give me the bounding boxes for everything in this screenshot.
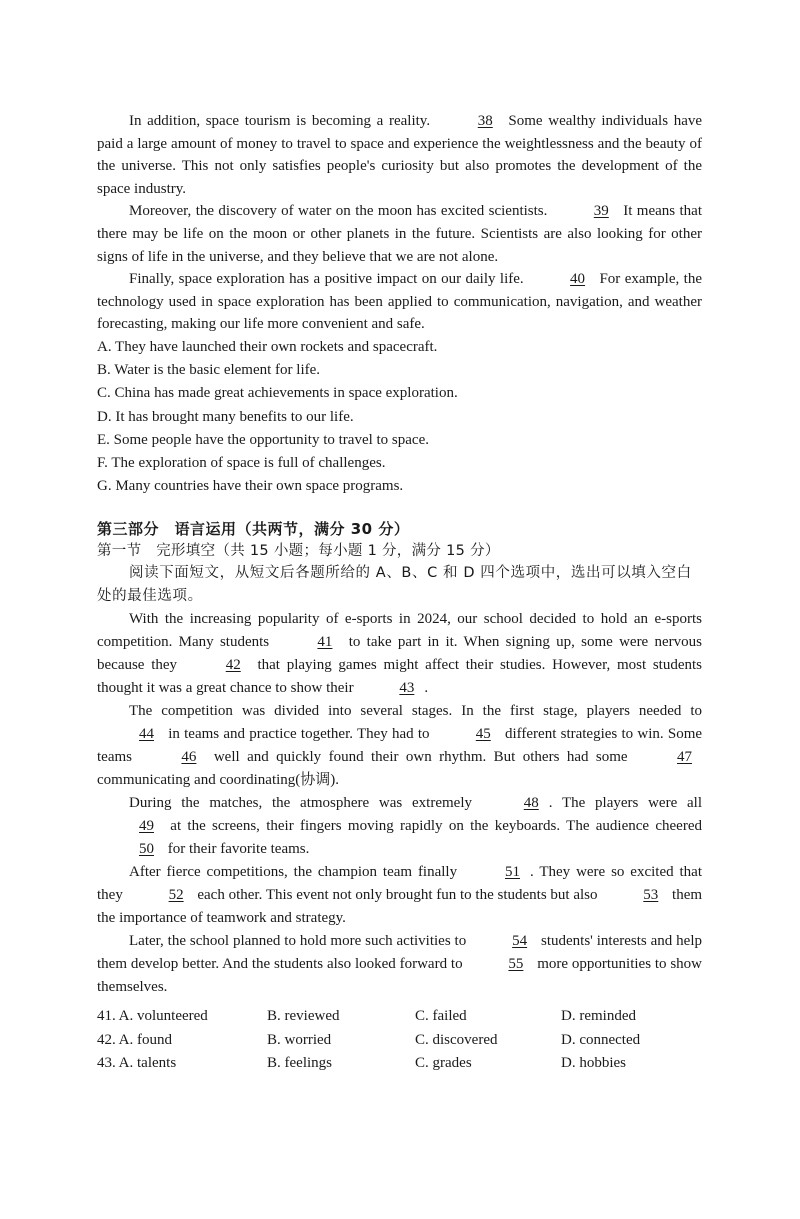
cloze-paragraph-5: Later, the school planned to hold more such activities to 54 students' interests and help them develop better. And the students also looked forward to 55 more opportunities to show themselves. — [97, 930, 702, 999]
blank-50: 50 — [139, 841, 154, 858]
choice-42-d: D. connected — [561, 1031, 641, 1048]
cloze-paragraph-4: After fierce competitions, the champion team finally 51 . They were so excited that they 52 each other. This event not only brought fun to the students but also 53 them the importance of teamwork and strategy. — [97, 861, 702, 930]
blank-47: 47 — [677, 749, 692, 766]
blank-42: 42 — [225, 657, 241, 674]
section-title: 第三部分 语言运用（共两节，满分 30 分） — [97, 520, 410, 539]
blank-43: 43 — [399, 680, 415, 697]
choice-row-41 — [97, 1005, 702, 1029]
section-instruction: 阅读下面短文，从短文后各题所给的 A、B、C 和 D 四个选项中，选出可以填入空白处的最佳选项。 — [97, 565, 692, 605]
blank-53: 53 — [643, 887, 659, 904]
blank-41: 41 — [317, 634, 333, 651]
option-a: A. They have launched their own rockets and spacecraft. — [97, 338, 438, 355]
blank-40: 40 — [570, 271, 586, 288]
blank-51: 51 — [505, 864, 520, 881]
cloze-paragraph-3: During the matches, the atmosphere was extremely 48 . The players were all 49 at the screens, their fingers moving rapidly on the keyboards. The audience cheered 50 for their favorite teams. — [97, 792, 702, 861]
cloze-paragraph-1: With the increasing popularity of e-sports in 2024, our school decided to hold an e-sports competition. Many students 41 to take part in it. When signing up, some were nervous because they 42 that playing games might affect their studies. However, most students thought it was a great chance to show their 43 . — [97, 608, 702, 700]
blank-38: 38 — [477, 113, 493, 129]
blank-39: 39 — [593, 203, 609, 220]
choice-43-b: B. feelings — [267, 1055, 332, 1072]
blank-44: 44 — [139, 726, 154, 743]
choice-41-b: B. reviewed — [267, 1008, 340, 1025]
blank-48: 48 — [523, 795, 539, 812]
choice-42-a: 42. A. found — [97, 1031, 172, 1048]
option-f: F. The exploration of space is full of challenges. — [97, 454, 386, 471]
choice-row-43 — [97, 1052, 702, 1076]
choice-42-c: C. discovered — [415, 1031, 498, 1048]
reading-paragraph-2: Moreover, the discovery of water on the moon has excited scientists. 39 It means that there may be life on the moon or other planets in the future. Scientists are also looking for other signs of life in the universe, and they believe that we are not alone. — [97, 200, 702, 268]
option-b: B. Water is the basic element for life. — [97, 362, 321, 379]
section-subtitle: 第一节 完形填空（共 15 小题；每小题 1 分，满分 15 分） — [97, 543, 500, 560]
choice-41-c: C. failed — [415, 1008, 467, 1025]
blank-45: 45 — [475, 726, 491, 743]
answer-choices — [97, 1005, 702, 1076]
choice-43-d: D. hobbies — [561, 1055, 626, 1072]
blank-49: 49 — [139, 818, 154, 835]
choice-43-c: C. grades — [415, 1055, 472, 1072]
choice-41-a: 41. A. volunteered — [97, 1008, 208, 1025]
option-e: E. Some people have the opportunity to travel to space. — [97, 431, 429, 448]
cloze-passage — [97, 608, 702, 999]
blank-55: 55 — [508, 956, 524, 973]
blank-46: 46 — [181, 749, 197, 766]
choice-row-42 — [97, 1029, 702, 1053]
cloze-paragraph-2: The competition was divided into several stages. In the first stage, players needed to 44 in teams and practice together. They had to 45 different strategies to win. Some teams 46 well and quickly found their own rhythm. But others had some 47 communicating and coordinating(协调). — [97, 703, 703, 789]
choice-42-b: B. worried — [267, 1031, 332, 1048]
reading-options — [97, 336, 702, 498]
reading-paragraph-3: Finally, space exploration has a positive impact on our daily life. 40 For example, the technology used in space exploration has been applied to communication, navigation, and weather forecasting, making our life more convenient and safe. — [97, 268, 702, 336]
choice-43-a: 43. A. talents — [97, 1055, 177, 1072]
option-g: G. Many countries have their own space programs. — [97, 478, 404, 495]
reading-passage — [97, 110, 702, 498]
blank-52: 52 — [168, 887, 184, 904]
option-c: C. China has made great achievements in space exploration. — [97, 385, 458, 402]
option-d: D. It has brought many benefits to our life. — [97, 408, 354, 425]
choice-41-d: D. reminded — [561, 1008, 636, 1025]
blank-54: 54 — [512, 933, 528, 950]
reading-paragraph-1: In addition, space tourism is becoming a reality. 38 Some wealthy individuals have paid a large amount of money to travel to space and experience the weightlessness and the beauty of the universe. This not only satisfies people's curiosity but also promotes the development of the space industry. — [97, 110, 702, 200]
